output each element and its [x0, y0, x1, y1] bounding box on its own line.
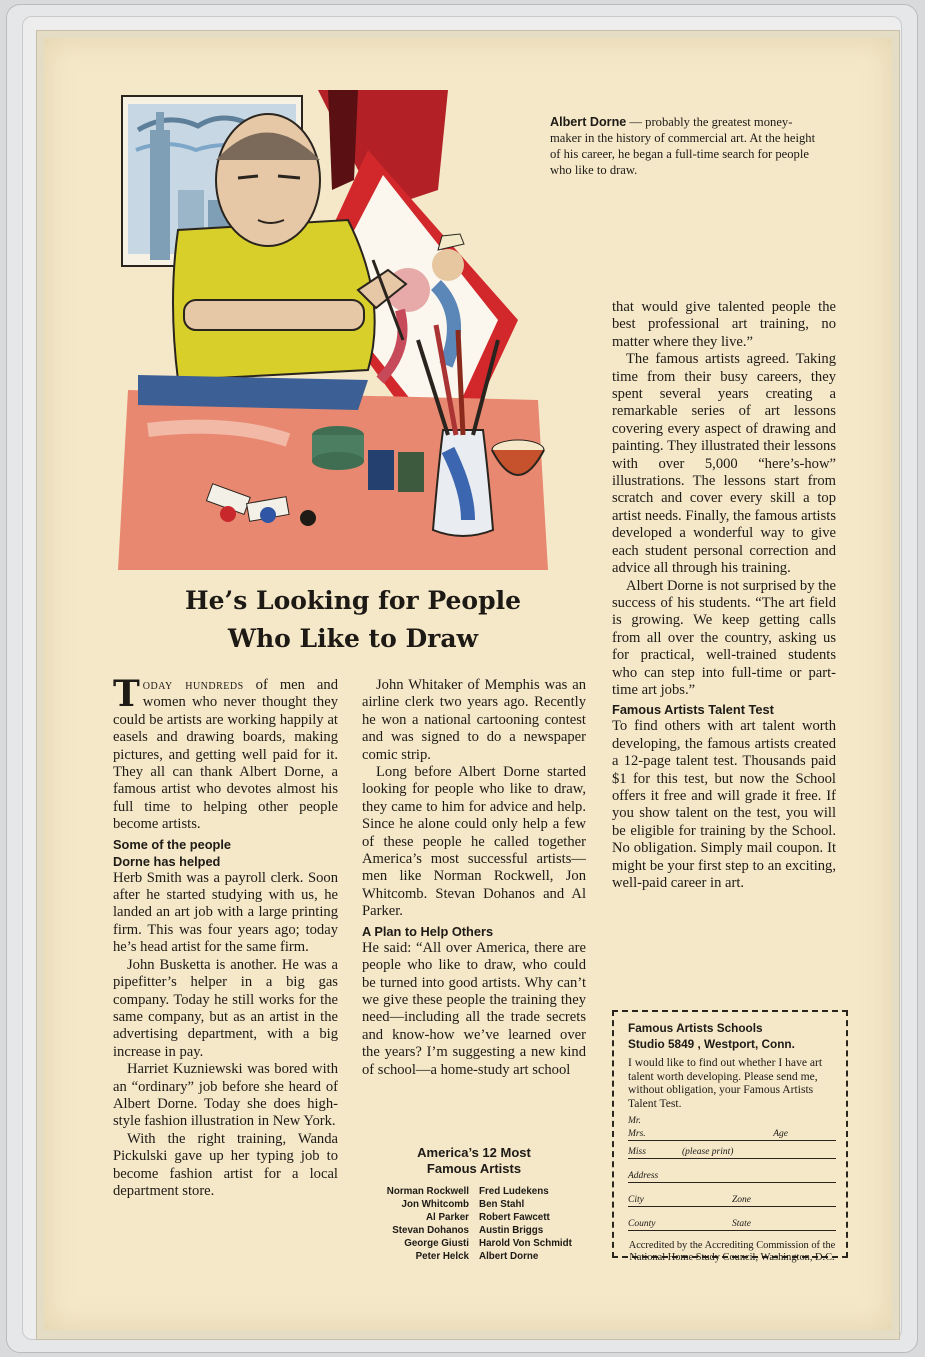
illustration-caption [550, 114, 820, 178]
label-city: City [628, 1195, 644, 1206]
label-mr: Mr. [628, 1116, 641, 1127]
artist-name: Fred Ludekens [479, 1186, 549, 1197]
column3-paragraph-2: The famous artists agreed. Taking time from their busy careers, they spent several years creating a remarkable series of art lessons covering every aspect of drawing and painting. They illustrated their lessons with over 5,000 “here’s-how” illustrations. The lessons start from scratch and cover every skill a top artist needs. Finally, the famous artists developed a wonderful way to give each student personal correction and advice all through his training. [612, 351, 837, 577]
text-column-1 [113, 673, 338, 1200]
subheading-plan: A Plan to Help Others [362, 923, 494, 939]
column1-p1-text: of men and women who never thought they could be artists are working happily at easels and drawing boards, making pictures, and getting well paid for it. They all can thank Albert Dorne, a famous artist who devotes almost his full time to helping other people become artists. [113, 677, 338, 833]
accreditation-note: Accredited by the Accrediting Commission of the National Home Study Council, Washington, D.C. [628, 1240, 836, 1264]
column2-paragraph-1: John Whitaker of Memphis was an airline clerk two years ago. Recently he won a national cartooning contest and was signed to do a newspaper comic strip. [362, 677, 586, 763]
coupon-salutations [628, 1116, 836, 1126]
label-miss: Miss [628, 1147, 646, 1158]
column3-paragraph-3: Albert Dorne is not surprised by the success of his students. “The art field is growing. We keep getting calls from all over the country, asking us for practical, well-trained students who can step into full-time or part-time art jobs.” [612, 577, 836, 698]
artist-name: Harold Von Schmidt [479, 1238, 572, 1249]
coupon-request-text: I would like to find out whether I have art talent worth developing. Please send me, without obligation, your Famous Artists Talent Test. [628, 1056, 823, 1110]
column1-paragraph-3: John Busketta is another. He was a pipefitter’s helper in a big gas company. Today he still works for the same company, but as an artist in the advertising department, with a big increase in pay. [113, 956, 338, 1060]
arm [184, 300, 364, 330]
subheading-line-2: Dorne has helped [113, 853, 221, 869]
label-address: Address [628, 1171, 659, 1182]
coupon-school-address [628, 1020, 836, 1052]
lead-smallcaps: oday hundreds [142, 677, 244, 693]
headline-line-2: Who Like to Draw [227, 624, 479, 653]
famous-artists-title [362, 1145, 586, 1177]
artist-name: Albert Dorne [479, 1251, 539, 1262]
label-county: County [628, 1219, 656, 1230]
column3-paragraph-1: that would give talented people the best professional art training, no matter where they live.” [612, 299, 836, 350]
artist-names-grid [362, 1185, 586, 1263]
subheading-people-helped [113, 836, 338, 870]
tall-tower [150, 130, 170, 260]
text-column-2 [362, 677, 586, 1079]
pants [138, 375, 368, 410]
label-please-print: (please print) [682, 1147, 734, 1158]
column1-paragraph-2: Herb Smith was a payroll clerk. Soon after he started studying with us, he landed an art job with a large printing firm. This was four years ago; today he’s head artist for the same firm. [113, 869, 338, 956]
coupon-form-fields [628, 1116, 836, 1231]
headline-line-1: He’s Looking for People [184, 586, 521, 615]
subheading-talent-test: Famous Artists Talent Test [612, 702, 774, 718]
caption-text: — probably the greatest money-maker in the history of commercial art. At the height of his career, he began a full-time search for people who like to draw. [550, 115, 816, 177]
label-zone: Zone [732, 1195, 751, 1206]
caption-name: Albert Dorne [550, 115, 627, 129]
artist-name: Ben Stahl [479, 1199, 525, 1210]
print-line[interactable] [628, 1144, 836, 1159]
artist-name: Jon Whitcomb [401, 1199, 469, 1210]
county-state-field[interactable] [628, 1216, 836, 1231]
label-age: Age [773, 1129, 788, 1140]
label-mrs: Mrs. [628, 1129, 646, 1140]
artist-name: Stevan Dohanos [392, 1225, 469, 1236]
artist-name: Norman Rockwell [386, 1186, 469, 1197]
column1-paragraph-5: With the right training, Wanda Pickulski gave up her typing job to become fashion artist for a local department store. [113, 1130, 338, 1199]
ad-headline [118, 582, 588, 658]
famous-artists-list [362, 1145, 586, 1263]
city-zone-field[interactable] [628, 1192, 836, 1207]
label-state: State [732, 1219, 751, 1230]
column1-paragraph-4: Harriet Kuzniewski was bored with an “ordinary” job before she heard of Albert Dorne. Today she does high-style fashion illustration in New York. [113, 1061, 338, 1130]
coupon-school-name: Famous Artists Schools [628, 1021, 763, 1035]
artist-name: Robert Fawcett [479, 1212, 550, 1223]
column1-paragraph-1 [113, 673, 338, 834]
column3-paragraph-4: To find others with art talent worth developing, the famous artists created a 12-page talent test. Thousands paid $1 for this test, but now the School offers it free and will grade it free. If you show talent on the test, you will be eligible for training by the School. No obligation. Simply mail coupon. It might be your first step to an exciting, well-paid career in art. [612, 718, 836, 891]
artist-illustration [118, 90, 548, 570]
artist-name: Al Parker [425, 1212, 469, 1223]
artist-name: George Giusti [404, 1238, 469, 1249]
address-field[interactable] [628, 1168, 836, 1183]
subheading-line-1: Some of the people [113, 836, 232, 852]
coupon-studio-address: Studio 5849 , Westport, Conn. [628, 1037, 795, 1051]
column2-paragraph-2: Long before Albert Dorne started looking for people who like to draw, they came to him for advice and help. Since he alone could only help a few of these people he called together America’s most successful artists—men like Norman Rockwell, Jon Whitcomb. Stevan Dohanos and Al Parker. [362, 764, 586, 920]
artist-name: Austin Briggs [479, 1225, 544, 1236]
drop-cap: T [113, 673, 140, 715]
text-column-3 [612, 299, 836, 892]
famous-title-line-2: Famous Artists [426, 1161, 522, 1176]
famous-title-line-1: America’s 12 Most [417, 1145, 531, 1160]
artist-name: Peter Helck [415, 1251, 469, 1262]
mail-in-coupon[interactable] [612, 1010, 848, 1264]
name-age-field[interactable] [628, 1126, 836, 1141]
column2-paragraph-3: He said: “All over America, there are people who like to draw, who could be turned into good artists. Why can’t we give these people the training they need—including all the trade secrets and know-how we’ve learned over the years? I’m suggesting a new kind of school—a home-study art school [362, 939, 586, 1078]
